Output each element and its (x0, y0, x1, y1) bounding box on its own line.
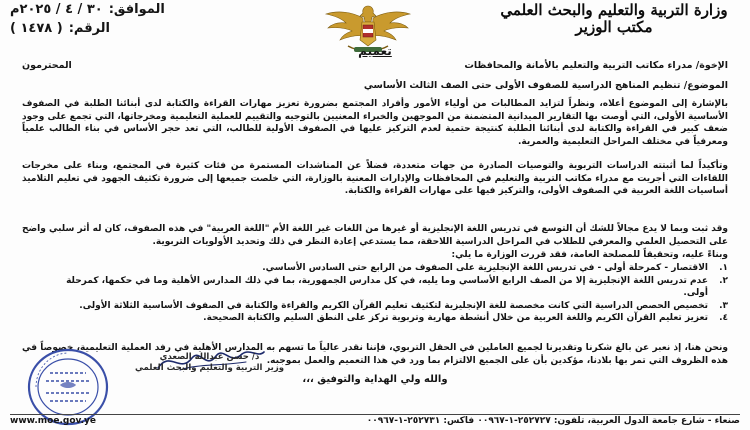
reference-block (10, 0, 245, 38)
footer-address: صنعاء - شارع جامعة الدول العربية، تلفون: ٢٥٢٧٢٧-١-٠٠٩٦٧ فاكس: ٢٥٢٧٣١-١-٠٠٩٦٧ (366, 416, 740, 426)
document-title: تعميم (358, 44, 392, 58)
list-item-number: ١. (719, 263, 728, 273)
footer-divider (10, 414, 740, 415)
list-item (40, 300, 728, 313)
official-stamp-icon (26, 347, 110, 427)
salutation: المحترمون (22, 60, 72, 71)
paragraph-studies: وتأكيداً لما أثبتته الدراسات التربوية والتوصيات الصادرة من جهات متعددة، فضلاً عن المناشدات المستمرة من فئات كثيرة في المجتمع، وبناء على مخرجات اللقاءات التي أجريت مع مدراء مكاتب التربية والتعليم في المحافظات والإدارات المعنية بالوزارة، التي خلصت جميعها إلى ضرورة تكثيف الجهود في تعليم التلاميذ أساسيات اللغة العربية في الصفوف الأولى، والتركيز فيها على مهارات القراءة والكتابة. (22, 161, 728, 196)
list-item-number: ٣. (719, 300, 728, 311)
list-item-text: تعزيز تعليم القرآن الكريم واللغة العربية من خلال أنشطة مهارية وتربوية تركز على النطق السليم والكتابة الصحيحة. (203, 313, 708, 323)
decision-list (40, 262, 728, 325)
list-item (40, 262, 728, 275)
paragraph-english: وقد ثبت وبما لا يدع مجالاً للشك أن التوسع في تدريس اللغة الإنجليزية أو غيرها من اللغات غير اللغة الأم "اللغة العربية" في هذه الصفوف، كان له أثر سلبي واضح على التحصيل العلمي والمعرفي للطلاب في المراحل الدراسية اللاحقة، مما يستدعي إعادة النظر في ذلك وتحديد الأولويات التربوية. (22, 224, 728, 247)
ministry-name: وزارة التربية والتعليم والبحث العلمي (500, 1, 728, 19)
list-item-text: عدم تدريس اللغة الإنجليزية إلا من الصف الرابع الأساسي وما يليه، في كل مدارس الجمهورية، بما في ذلك المدارس الأهلية وما في حكمها، كمرحلة أولى. (66, 275, 708, 298)
list-item-number: ٢. (719, 275, 728, 286)
reference-number-row (10, 19, 245, 38)
list-item-text: تخصيص الحصص الدراسية التي كانت مخصصة للغة الإنجليزية لتكثيف تعليم القرآن الكريم والقراءة والكتابة في الصفوف الأساسية الثلاثة الأولى. (79, 300, 708, 311)
list-item-number: ٤. (719, 313, 728, 323)
list-item (40, 312, 728, 325)
addressee-line (22, 60, 728, 73)
footer-website-link[interactable]: www.moe.gov.ye (10, 416, 97, 426)
signer-block (122, 352, 297, 374)
agreement-date-row (10, 0, 245, 19)
minister-office: مكتب الوزير (575, 18, 653, 37)
ministry-header (494, 2, 734, 37)
list-item (40, 275, 728, 300)
agreement-date-value: ٣٠ / ٤ / ٢٠٢٥م (10, 2, 103, 17)
signer-title: وزير التربية والتعليم والبحث العلمي (134, 363, 285, 373)
agreement-date-label: الموافق: (108, 2, 165, 17)
subject-line: الموضوع/ تنظيم المناهج الدراسية للصفوف الأولى حتى الصف الثالث الأساسي (363, 80, 728, 91)
decision-intro: وبناءً عليه، وتحقيقاً للمصلحة العامة، فقد قررت الوزارة ما يلي: (451, 250, 728, 260)
addressee: الإخوة/ مدراء مكاتب التربية والتعليم بالأمانة والمحافظات (464, 60, 728, 71)
paragraph-thanks: ونحن هنا، إذ نعبر عن بالغ شكرنا وتقديرنا لجميع العاملين في الحقل التربوي، فإننا نقدر عالياً ما تسهم به المدارس الأهلية في رفد العملية التعليمية، خصوصاً في هذه الظروف التي تمر بها بلادنا، مؤكدين بأن على الجميع الالتزام بما ورد في هذا التعميم والعمل بموجبه. (22, 343, 728, 366)
signer-name: د/ حسن عبدالله الصعدي (159, 352, 260, 362)
closing-phrase: والله ولي الهداية والتوفيق ،،، (302, 374, 448, 385)
reference-number-value: ( ١٤٧٨ ) (10, 21, 63, 36)
list-item-text: الاقتصار - كمرحلة أولى - في تدريس اللغة الإنجليزية على الصفوف من الرابع حتى السادس الأساسي. (262, 263, 708, 273)
footer (10, 416, 740, 430)
reference-number-label: الرقم: (68, 21, 111, 36)
paragraph-intro: بالإشارة إلى الموضوع أعلاه، ونظراً لتزايد المطالبات من أولياء الأمور وأفراد المجتمع بضرورة تعزيز مهارات القراءة والكتابة لدى أبنائنا الطلبة في الصفوف الأساسية الأولى، التي أوصت بها التقارير الميدانية المتضمنة من الموجهين والخبراء المعنيين بالتوجيه والتقييم للعملية التعليمية ومخرجاتها، التي تجمع على وجود ضعف كبير في القراءة والكتابة لدى أبنائنا الطلبة كنتيجة حتمية لعدم التركيز عليها في الصفوف الأولية للطالب، التي تعد حجر الأساس في بناء الطالب علمياً ومعرفياً في مختلف المراحل التعليمية والعمرية. (22, 99, 728, 147)
